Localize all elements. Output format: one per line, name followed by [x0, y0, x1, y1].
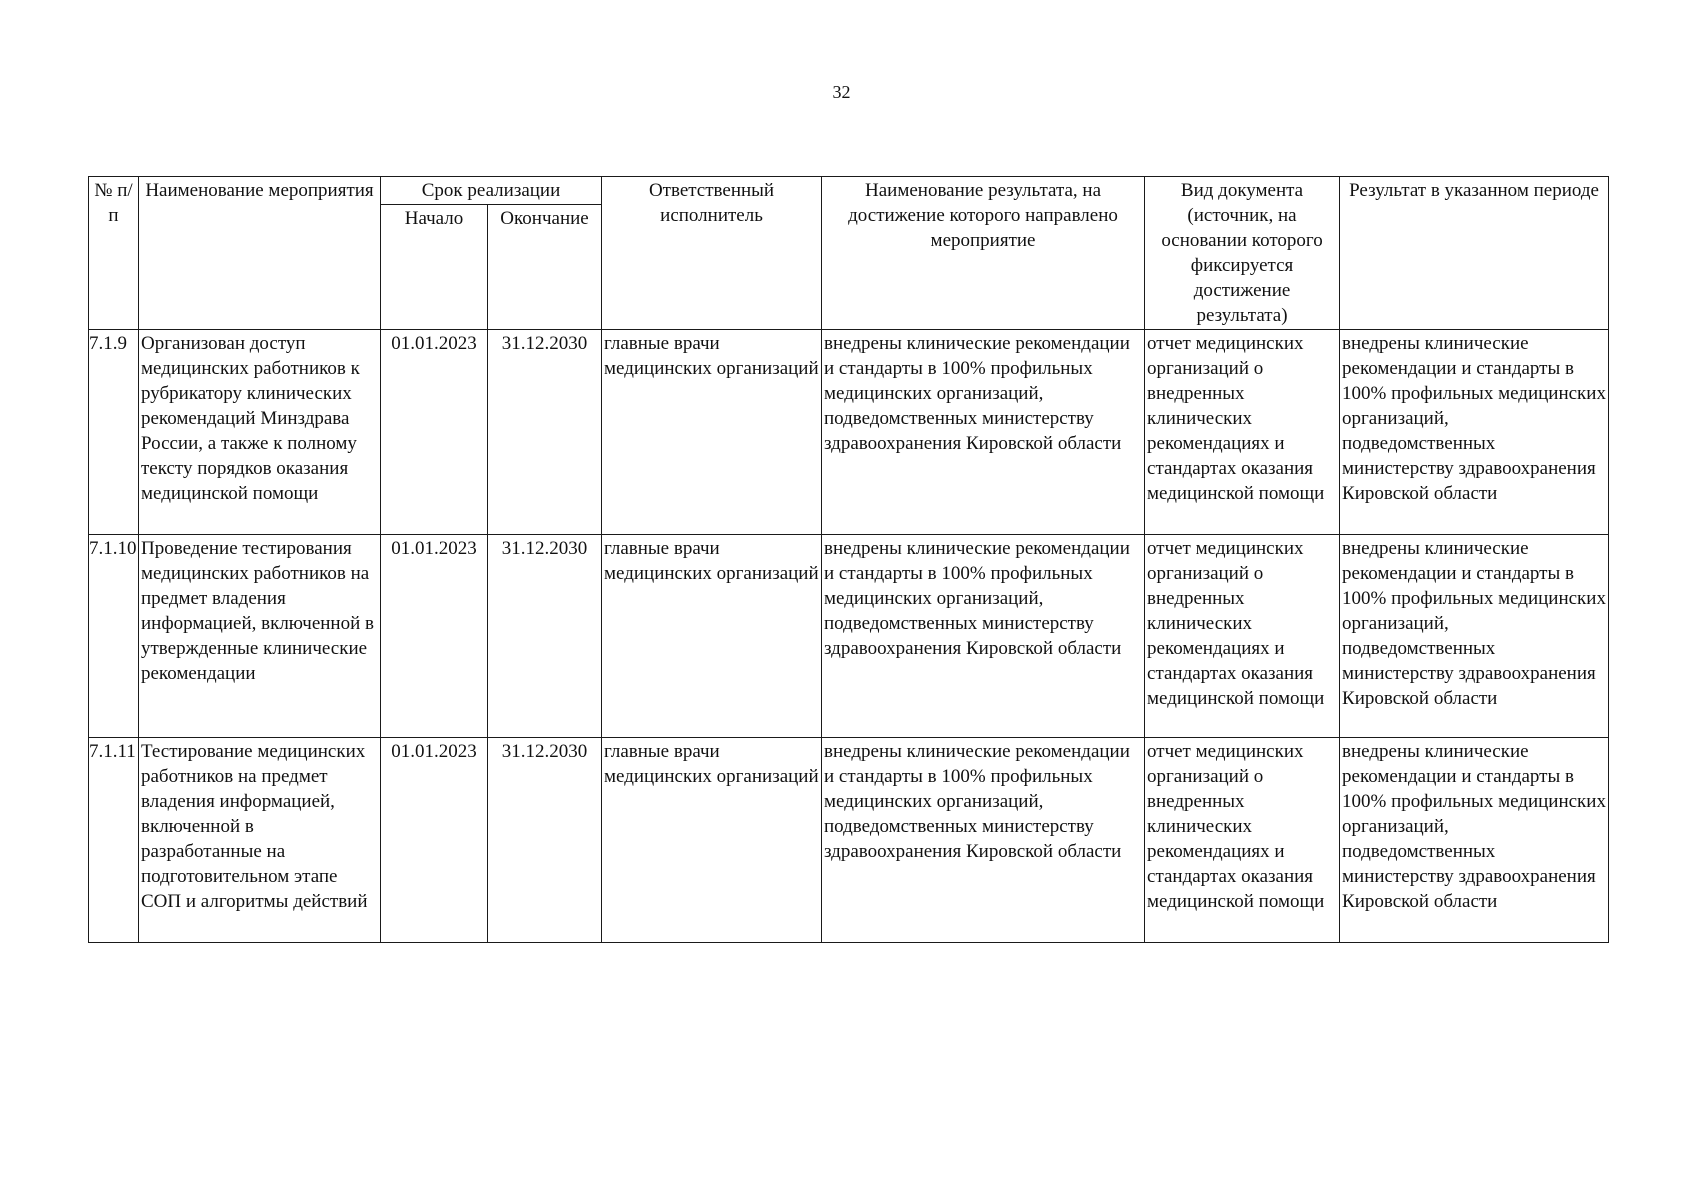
result: внедрены клинические рекомендации и стандарты в 100% профильных медицинских организаций, подведомственных министерству здравоохранения Кировской области	[1340, 330, 1609, 535]
header-start: Начало	[381, 205, 488, 330]
header-doc-type: Вид документа (источник, на основании которого фиксируется достижение результата)	[1145, 177, 1340, 330]
header-num: № п/п	[89, 177, 139, 330]
row-number: 7.1.10	[89, 535, 139, 738]
result-name: внедрены клинические рекомендации и стандарты в 100% профильных медицинских организаций, подведомственных министерству здравоохранения Кировской области	[822, 330, 1145, 535]
table-row	[89, 330, 1609, 535]
doc-type: отчет медицинских организаций о внедренных клинических рекомендациях и стандартах оказания медицинской помощи	[1145, 535, 1340, 738]
header-executor: Ответственный исполнитель	[602, 177, 822, 330]
activity-name: Тестирование медицинских работников на предмет владения информацией, включенной в разработанные на подготовительном этапе СОП и алгоритмы действий	[139, 738, 381, 943]
doc-type: отчет медицинских организаций о внедренных клинических рекомендациях и стандартах оказания медицинской помощи	[1145, 738, 1340, 943]
header-period: Срок реализации	[381, 177, 602, 205]
table-row	[89, 535, 1609, 738]
result-name: внедрены клинические рекомендации и стандарты в 100% профильных медицинских организаций, подведомственных министерству здравоохранения Кировской области	[822, 738, 1145, 943]
header-result-name: Наименование результата, на достижение которого направлено мероприятие	[822, 177, 1145, 330]
activity-name: Проведение тестирования медицинских работников на предмет владения информацией, включенной в утвержденные клинические рекомендации	[139, 535, 381, 738]
start-date: 01.01.2023	[381, 738, 488, 943]
table-row	[89, 738, 1609, 943]
end-date: 31.12.2030	[488, 738, 602, 943]
header-end: Окончание	[488, 205, 602, 330]
result-name: внедрены клинические рекомендации и стандарты в 100% профильных медицинских организаций, подведомственных министерству здравоохранения Кировской области	[822, 535, 1145, 738]
end-date: 31.12.2030	[488, 330, 602, 535]
header-name: Наименование мероприятия	[139, 177, 381, 330]
doc-type: отчет медицинских организаций о внедренных клинических рекомендациях и стандартах оказания медицинской помощи	[1145, 330, 1340, 535]
result: внедрены клинические рекомендации и стандарты в 100% профильных медицинских организаций, подведомственных министерству здравоохранения Кировской области	[1340, 535, 1609, 738]
end-date: 31.12.2030	[488, 535, 602, 738]
activity-name: Организован доступ медицинских работников к рубрикатору клинических рекомендаций Минздрава России, а также к полному тексту порядков оказания медицинской помощи	[139, 330, 381, 535]
page-number: 32	[832, 82, 851, 102]
executor: главные врачи медицинских организаций	[602, 535, 822, 738]
row-number: 7.1.11	[89, 738, 139, 943]
executor: главные врачи медицинских организаций	[602, 330, 822, 535]
header-result: Результат в указанном периоде	[1340, 177, 1609, 330]
executor: главные врачи медицинских организаций	[602, 738, 822, 943]
activities-table	[88, 176, 1609, 943]
result: внедрены клинические рекомендации и стандарты в 100% профильных медицинских организаций, подведомственных министерству здравоохранения Кировской области	[1340, 738, 1609, 943]
row-number: 7.1.9	[89, 330, 139, 535]
start-date: 01.01.2023	[381, 330, 488, 535]
start-date: 01.01.2023	[381, 535, 488, 738]
